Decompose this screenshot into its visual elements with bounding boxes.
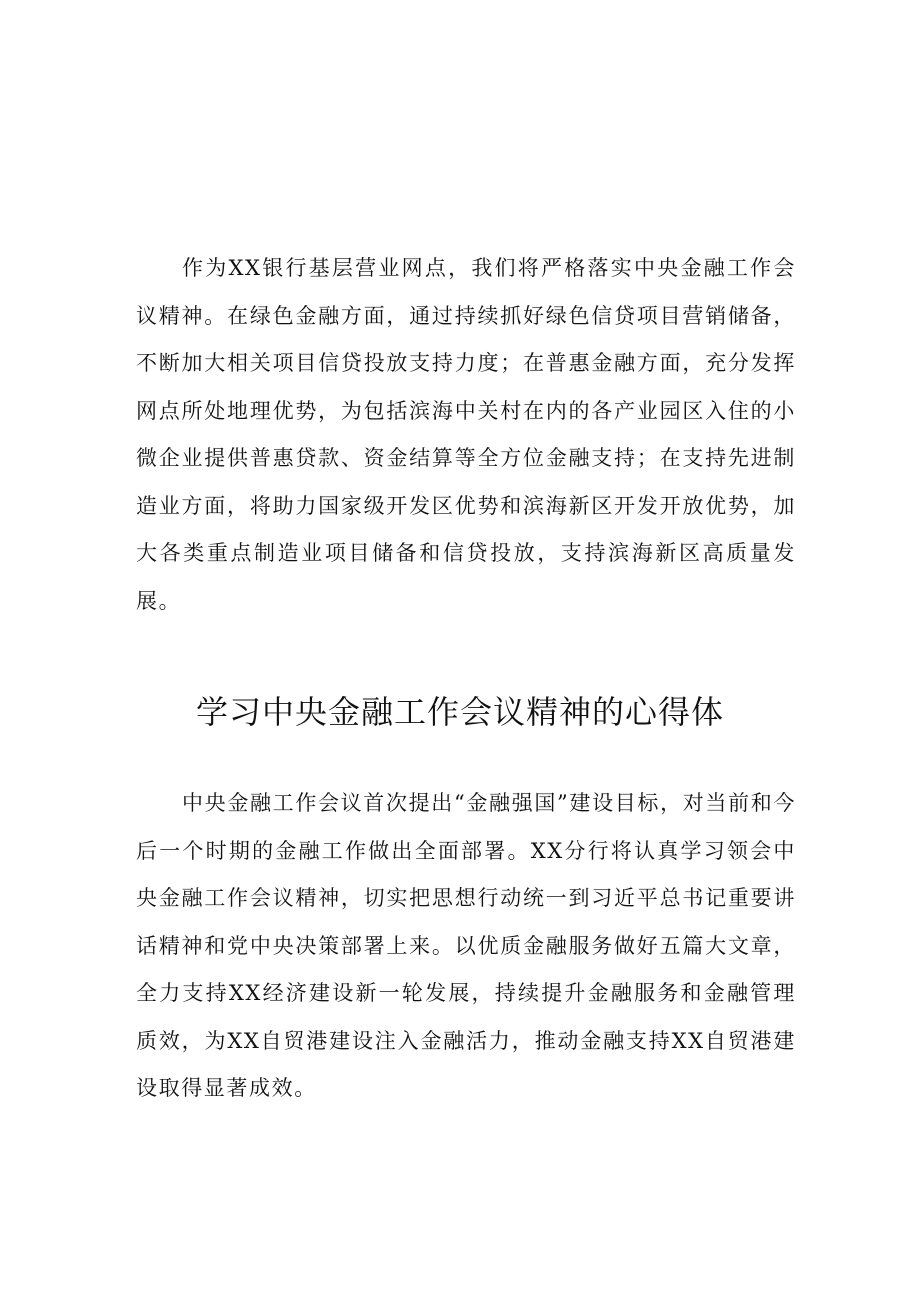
section-heading: 学习中央金融工作会议精神的心得体	[195, 693, 724, 731]
body-paragraph-1: 作为XX银行基层营业网点，我们将严格落实中央金融工作会议精神。在绿色金融方面，通过持续抓好绿色信贷项目营销储备，不断加大相关项目信贷投放支持力度；在普惠金融方面，充分发挥网点所处地理优势，为包括滨海中关村在内的各产业园区入住的小微企业提供普惠贷款、资金结算等全方位金融支持；在支持先进制造业方面，将助力国家级开发区优势和滨海新区开发开放优势，加大各类重点制造业项目储备和信贷投放，支持滨海新区高质量发展。	[136, 256, 796, 613]
body-paragraph-2: 中央金融工作会议首次提出“金融强国”建设目标，对当前和今后一个时期的金融工作做出全面部署。XX分行将认真学习领会中央金融工作会议精神，切实把思想行动统一到习近平总书记重要讲话精神和党中央决策部署上来。以优质金融服务做好五篇大文章，全力支持XX经济建设新一轮发展，持续提升金融服务和金融管理质效，为XX自贸港建设注入金融活力，推动金融支持XX自贸港建设取得显著成效。	[136, 791, 796, 1100]
